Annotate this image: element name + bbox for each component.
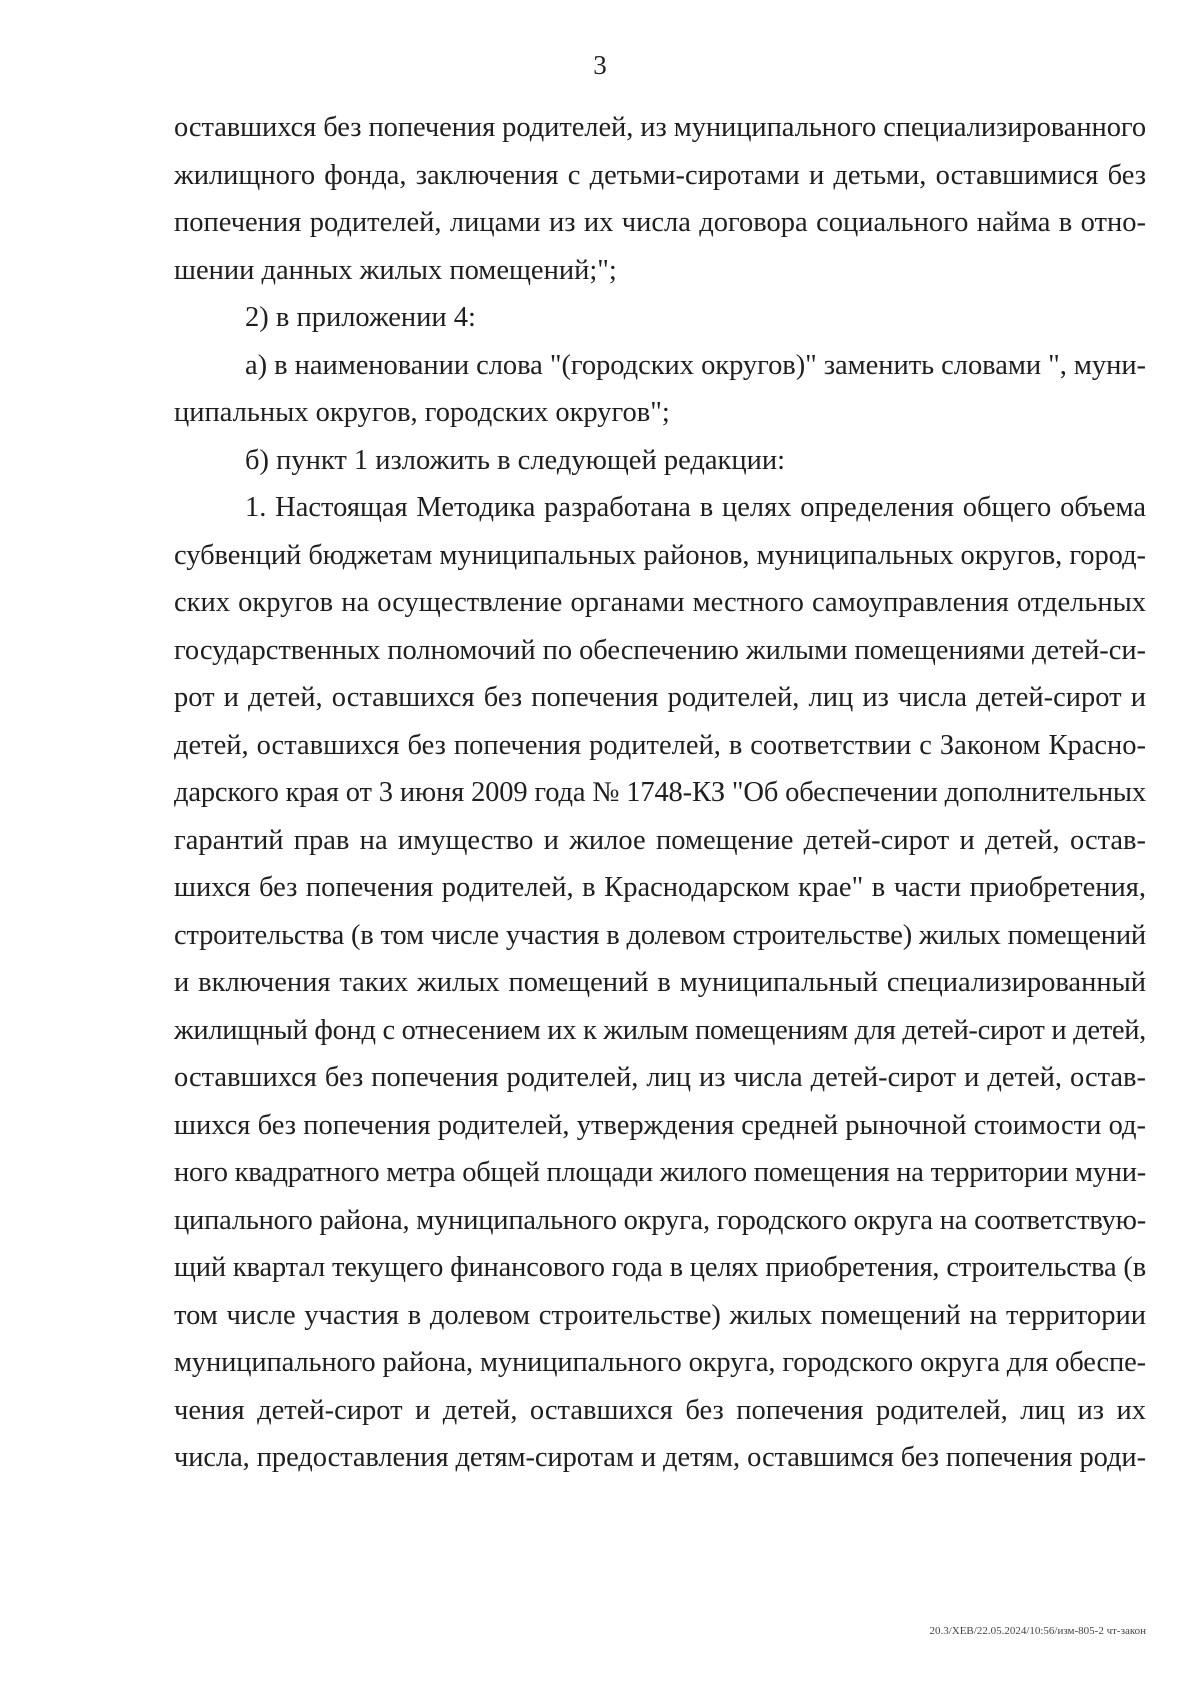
text-line: 2) в приложении 4: bbox=[245, 302, 476, 333]
text-line: жилищного фонда, заключения с детьми-сиротами и детьми, оставшимися без bbox=[174, 159, 1146, 191]
body-text bbox=[174, 104, 1146, 1482]
text-line: шихся без попечения родителей, утверждения средней рыночной стоимости од- bbox=[174, 1109, 1146, 1141]
text-line: шении данных жилых помещений;"; bbox=[174, 254, 617, 286]
text-line: муниципального района, муниципального округа, городского округа для обеспе- bbox=[174, 1347, 1146, 1378]
text-line: гарантий прав на имущество и жилое помещение детей-сирот и детей, остав- bbox=[174, 824, 1146, 856]
text-line: и включения таких жилых помещений в муниципальный специализированный bbox=[174, 967, 1146, 998]
text-line: числа, предоставления детям-сиротам и детям, оставшимся без попечения роди- bbox=[174, 1442, 1146, 1473]
text-line: ципальных округов, городских округов"; bbox=[174, 397, 670, 428]
text-line: ципального района, муниципального округа, городского округа на соответствую- bbox=[174, 1204, 1146, 1236]
text-line: том числе участия в долевом строительстве) жилых помещений на территории bbox=[174, 1299, 1146, 1331]
text-line: рот и детей, оставшихся без попечения родителей, лиц из числа детей-сирот и bbox=[174, 682, 1146, 713]
text-line: государственных полномочий по обеспечению жилыми помещениями детей-си- bbox=[174, 634, 1146, 666]
text-line: чения детей-сирот и детей, оставшихся без попечения родителей, лиц из их bbox=[174, 1394, 1146, 1426]
text-line: дарского края от 3 июня 2009 года № 1748-КЗ "Об обеспечении дополнительных bbox=[174, 777, 1146, 808]
text-line: б) пункт 1 изложить в следующей редакции: bbox=[245, 444, 786, 476]
text-line: ских округов на осуществление органами местного самоуправления отдельных bbox=[174, 587, 1146, 618]
text-line: строительства (в том числе участия в долевом строительстве) жилых помещений bbox=[174, 919, 1146, 951]
page-number: 3 bbox=[593, 50, 607, 80]
text-line: оставшихся без попечения родителей, лиц из числа детей-сирот и детей, остав- bbox=[174, 1062, 1146, 1093]
text-line: щий квартал текущего финансового года в целях приобретения, строительства (в bbox=[174, 1252, 1146, 1283]
document-footer-code: 20.3/ХЕВ/22.05.2024/10:56/изм-805-2 чт-закон bbox=[929, 1625, 1146, 1637]
text-line: детей, оставшихся без попечения родителей, в соответствии с Законом Красно- bbox=[174, 729, 1146, 761]
text-line: шихся без попечения родителей, в Краснодарском крае" в части приобретения, bbox=[174, 872, 1146, 903]
text-line: оставшихся без попечения родителей, из муниципального специализированного bbox=[174, 112, 1146, 143]
text-line: а) в наименовании слова "(городских округов)" заменить словами ", муни- bbox=[245, 349, 1146, 381]
text-line: жилищный фонд с отнесением их к жилым помещениям для детей-сирот и детей, bbox=[174, 1014, 1146, 1046]
text-line: субвенций бюджетам муниципальных районов, муниципальных округов, город- bbox=[174, 539, 1146, 571]
text-line: ного квадратного метра общей площади жилого помещения на территории муни- bbox=[174, 1157, 1146, 1188]
text-line: 1. Настоящая Методика разработана в целях определения общего объема bbox=[245, 492, 1146, 523]
text-line: попечения родителей, лицами из их числа договора социального найма в отно- bbox=[174, 207, 1146, 238]
